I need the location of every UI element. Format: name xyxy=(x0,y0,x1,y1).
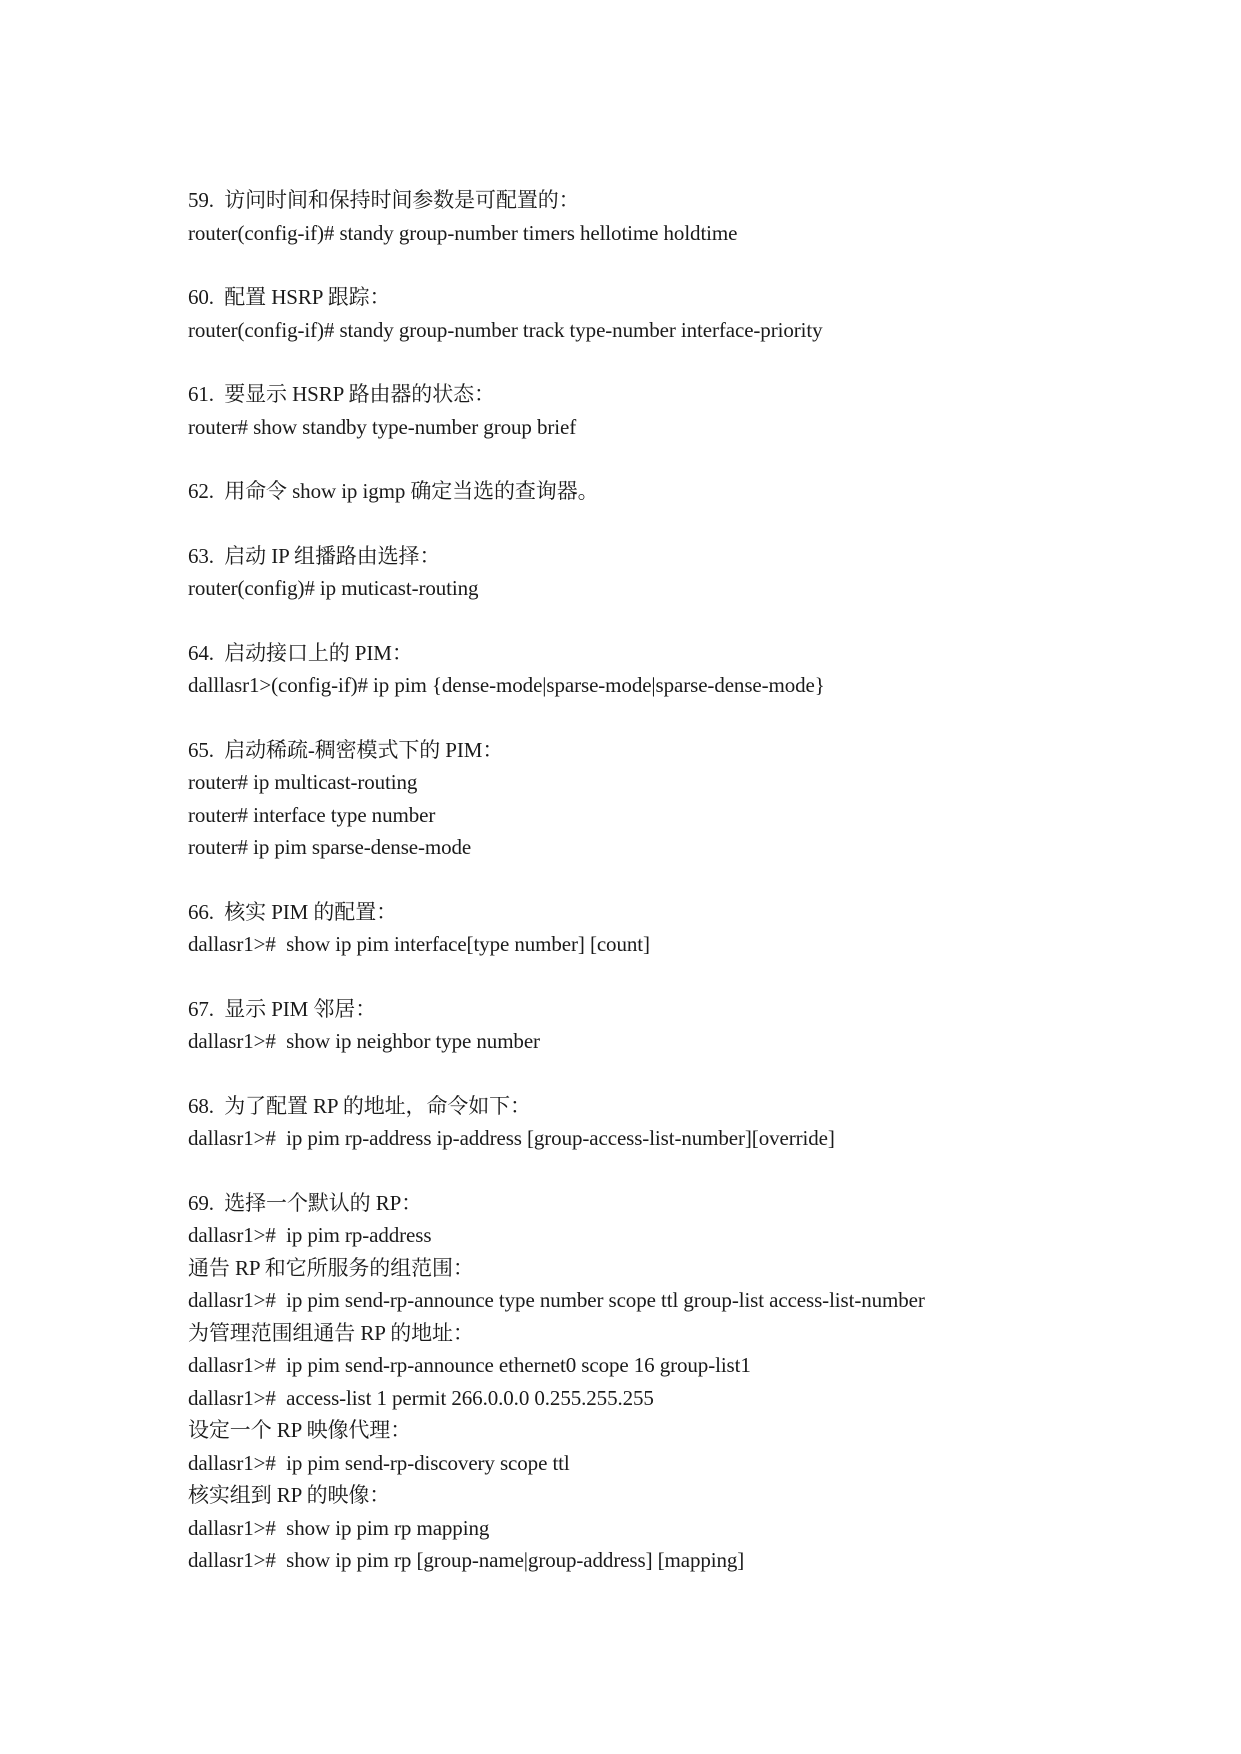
sub-heading: 设定一个 RP 映像代理： xyxy=(188,1418,412,1442)
command-line: dallasr1># ip pim send-rp-announce type number scope ttl group-list access-list-number xyxy=(188,1288,925,1312)
item-heading: 63. 启动 IP 组播路由选择： xyxy=(188,543,441,568)
command-line: dallasr1># ip pim send-rp-announce ethernet0 scope 16 group-list1 xyxy=(188,1353,751,1377)
item-heading: 62. 用命令 show ip igmp 确定当选的查询器。 xyxy=(188,479,599,503)
item-heading: 68. 为了配置 RP 的地址，命令如下： xyxy=(188,1093,531,1118)
command-line: router# interface type number xyxy=(188,802,436,827)
sub-heading: 为管理范围组通告 RP 的地址： xyxy=(188,1320,474,1345)
command-line: dallasr1># show ip neighbor type number xyxy=(188,1029,540,1053)
document-page xyxy=(188,184,1188,1609)
item-heading: 61. 要显示 HSRP 路由器的状态： xyxy=(188,382,495,406)
item-69 xyxy=(188,1187,1188,1577)
command-line: router# ip pim sparse-dense-mode xyxy=(188,835,472,859)
command-line: router# ip multicast-routing xyxy=(188,770,418,794)
command-line: dallasr1># show ip pim rp mapping xyxy=(188,1515,490,1540)
item-61 xyxy=(188,378,1188,443)
command-line: router(config-if)# standy group-number timers hellotime holdtime xyxy=(188,220,738,245)
command-line: dallasr1># show ip pim rp [group-name|group-address] [mapping] xyxy=(188,1548,745,1572)
command-line: router# show standby type-number group brief xyxy=(188,414,577,439)
item-62 xyxy=(188,475,1188,508)
item-65 xyxy=(188,734,1188,864)
item-heading: 69. 选择一个默认的 RP： xyxy=(188,1190,423,1215)
item-heading: 60. 配置 HSRP 跟踪： xyxy=(188,285,391,309)
command-line: router(config-if)# standy group-number track type-number interface-priority xyxy=(188,317,823,342)
item-heading: 67. 显示 PIM 邻居： xyxy=(188,996,377,1021)
command-line: router(config)# ip muticast-routing xyxy=(188,576,479,600)
item-67 xyxy=(188,993,1188,1058)
command-line: dallasr1># access-list 1 permit 266.0.0.0 0.255.255.255 xyxy=(188,1385,654,1410)
command-line: dallasr1># ip pim send-rp-discovery scope ttl xyxy=(188,1450,570,1475)
command-line: dallasr1># ip pim rp-address ip-address [group-access-list-number][override] xyxy=(188,1126,835,1150)
command-line: dallasr1># ip pim rp-address xyxy=(188,1223,432,1247)
item-64 xyxy=(188,637,1188,702)
item-heading: 66. 核实 PIM 的配置： xyxy=(188,899,397,924)
command-line: dalllasr1>(config-if)# ip pim {dense-mode|sparse-mode|sparse-dense-mode} xyxy=(188,673,825,697)
item-heading: 65. 启动稀疏-稠密模式下的 PIM： xyxy=(188,737,504,762)
item-68 xyxy=(188,1090,1188,1155)
item-heading: 64. 启动接口上的 PIM： xyxy=(188,640,413,665)
sub-heading: 核实组到 RP 的映像： xyxy=(188,1483,391,1507)
item-66 xyxy=(188,896,1188,961)
item-heading: 59. 访问时间和保持时间参数是可配置的： xyxy=(188,188,580,212)
command-line: dallasr1># show ip pim interface[type number] [count] xyxy=(188,932,650,956)
item-59 xyxy=(188,184,1188,249)
item-63 xyxy=(188,540,1188,605)
sub-heading: 通告 RP 和它所服务的组范围： xyxy=(188,1255,474,1280)
item-60 xyxy=(188,281,1188,346)
